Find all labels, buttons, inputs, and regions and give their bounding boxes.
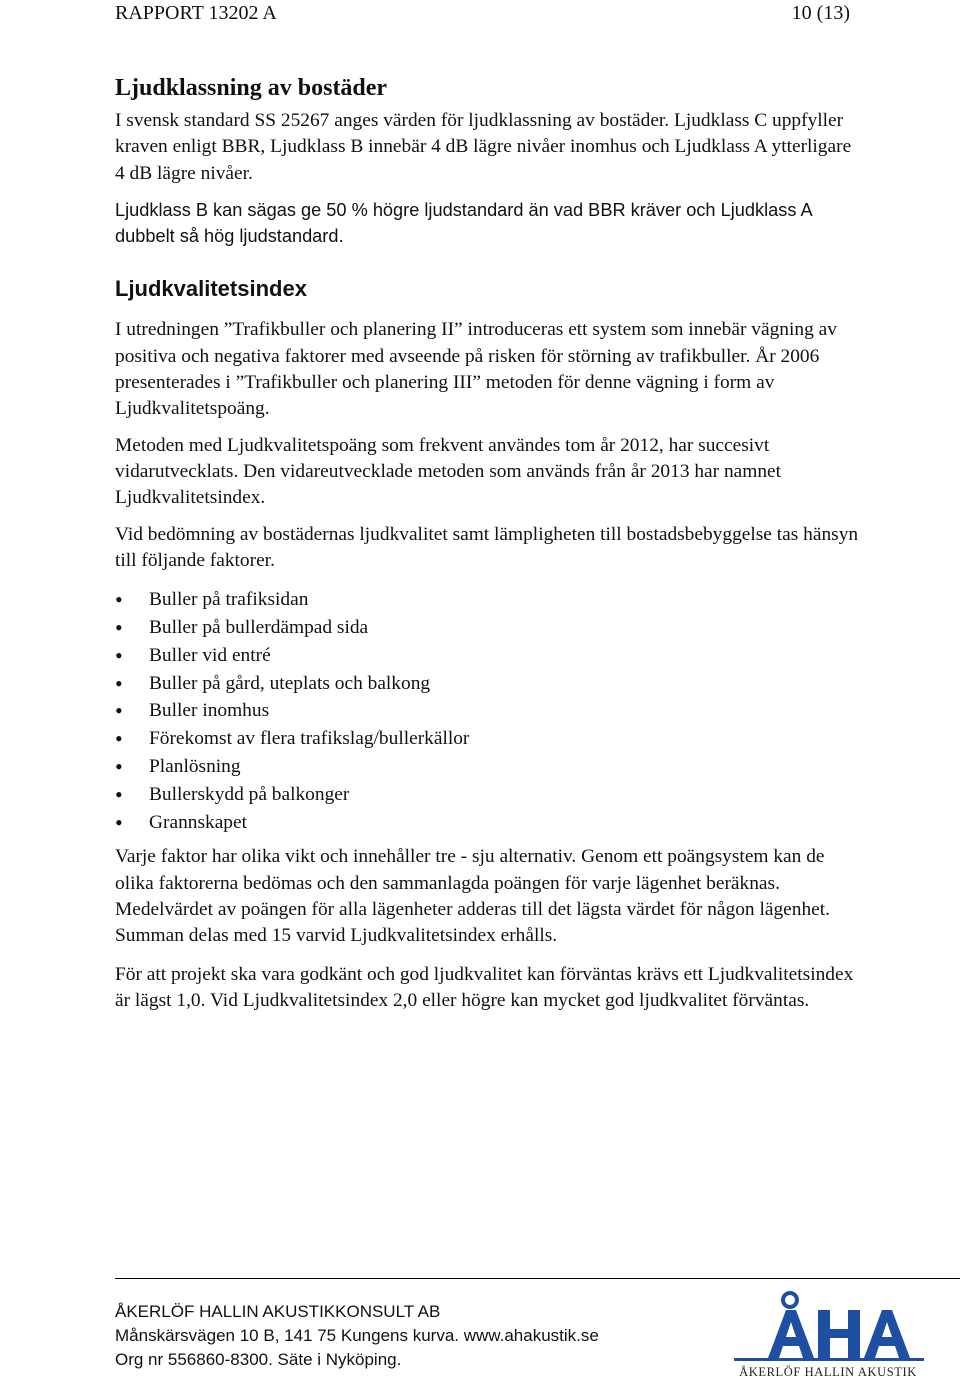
footer-divider — [115, 1278, 960, 1279]
paragraph: I utredningen ”Trafikbuller och planering II” introduceras ett system som innebär vägning av positiva och negativa faktorer med avseende på risken för störning av trafikbuller. År 2006 presenterades i ”Trafikbuller och planering III” metoden för denne vägning i form av Ljudkvalitetspoäng. — [115, 319, 837, 420]
page-number: 10 (13) — [791, 2, 850, 24]
list-item: • Buller inomhus — [115, 697, 865, 725]
paragraph: För att projekt ska vara godkänt och god ljudkvalitet kan förväntas krävs ett Ljudkvalitetsindex är lägst 1,0. Vid Ljudkvalitetsindex 2,0 eller högre kan mycket god ljudkvalitet förväntas. — [115, 963, 854, 1011]
company-name: ÅKERLÖF HALLIN AKUSTIKKONSULT AB — [115, 1302, 441, 1321]
list-item: • Buller vid entré — [115, 642, 865, 670]
paragraph: Metoden med Ljudkvalitetspoäng som frekvent användes tom år 2012, har succesivt vidarutvecklats. Den vidareutvecklade metoden som används från år 2013 har namnet Ljudkvalitetsindex. — [115, 434, 782, 509]
list-item: • Grannskapet — [115, 809, 865, 837]
footer — [115, 1300, 599, 1372]
document-body — [115, 72, 865, 1014]
report-number: RAPPORT 13202 A — [115, 2, 277, 24]
list-item: • Förekomst av flera trafikslag/bullerkällor — [115, 725, 865, 753]
company-registration: Org nr 556860-8300. Säte i Nyköping. — [115, 1350, 402, 1369]
paragraph: I svensk standard SS 25267 anges värden för ljudklassning av bostäder. Ljudklass C uppfyller kraven enligt BBR, Ljudklass B innebär 4 dB lägre nivåer inomhus och Ljudklass A ytterligare 4 dB lägre nivåer. — [115, 110, 852, 184]
aha-logo — [728, 1290, 928, 1380]
company-address: Månskärsvägen 10 B, 141 75 Kungens kurva. www.ahakustik.se — [115, 1326, 599, 1345]
list-item: • Buller på gård, uteplats och balkong — [115, 670, 865, 698]
paragraph: Ljudklass B kan sägas ge 50 % högre ljudstandard än vad BBR kräver och Ljudklass A dubbelt så hög ljudstandard. — [115, 199, 812, 247]
factor-list — [115, 586, 865, 836]
paragraph: Vid bedömning av bostädernas ljudkvalitet samt lämpligheten till bostadsbebyggelse tas hänsyn till följande faktorer. — [115, 523, 859, 571]
paragraph: Varje faktor har olika vikt och innehåller tre - sju alternativ. Genom ett poängsystem kan de olika faktorerna bedömas och den sammanlagda poängen för varje lägenhet beräknas. Medelvärdet av poängen för alla lägenheter adderas till det lägsta värdet för någon lägenhet. Summan delas med 15 varvid Ljudkvalitetsindex erhålls. — [115, 846, 830, 947]
list-item: • Buller på trafiksidan — [115, 586, 865, 614]
section-title-ljudklassning: Ljudklassning av bostäder — [115, 75, 388, 101]
list-item: • Bullerskydd på balkonger — [115, 781, 865, 809]
list-item: • Buller på bullerdämpad sida — [115, 614, 865, 642]
logo-text: ÅKERLÖF HALLIN AKUSTIK — [739, 1365, 917, 1379]
list-item: • Planlösning — [115, 753, 865, 781]
section-title-ljudkvalitetsindex: Ljudkvalitetsindex — [115, 276, 307, 302]
